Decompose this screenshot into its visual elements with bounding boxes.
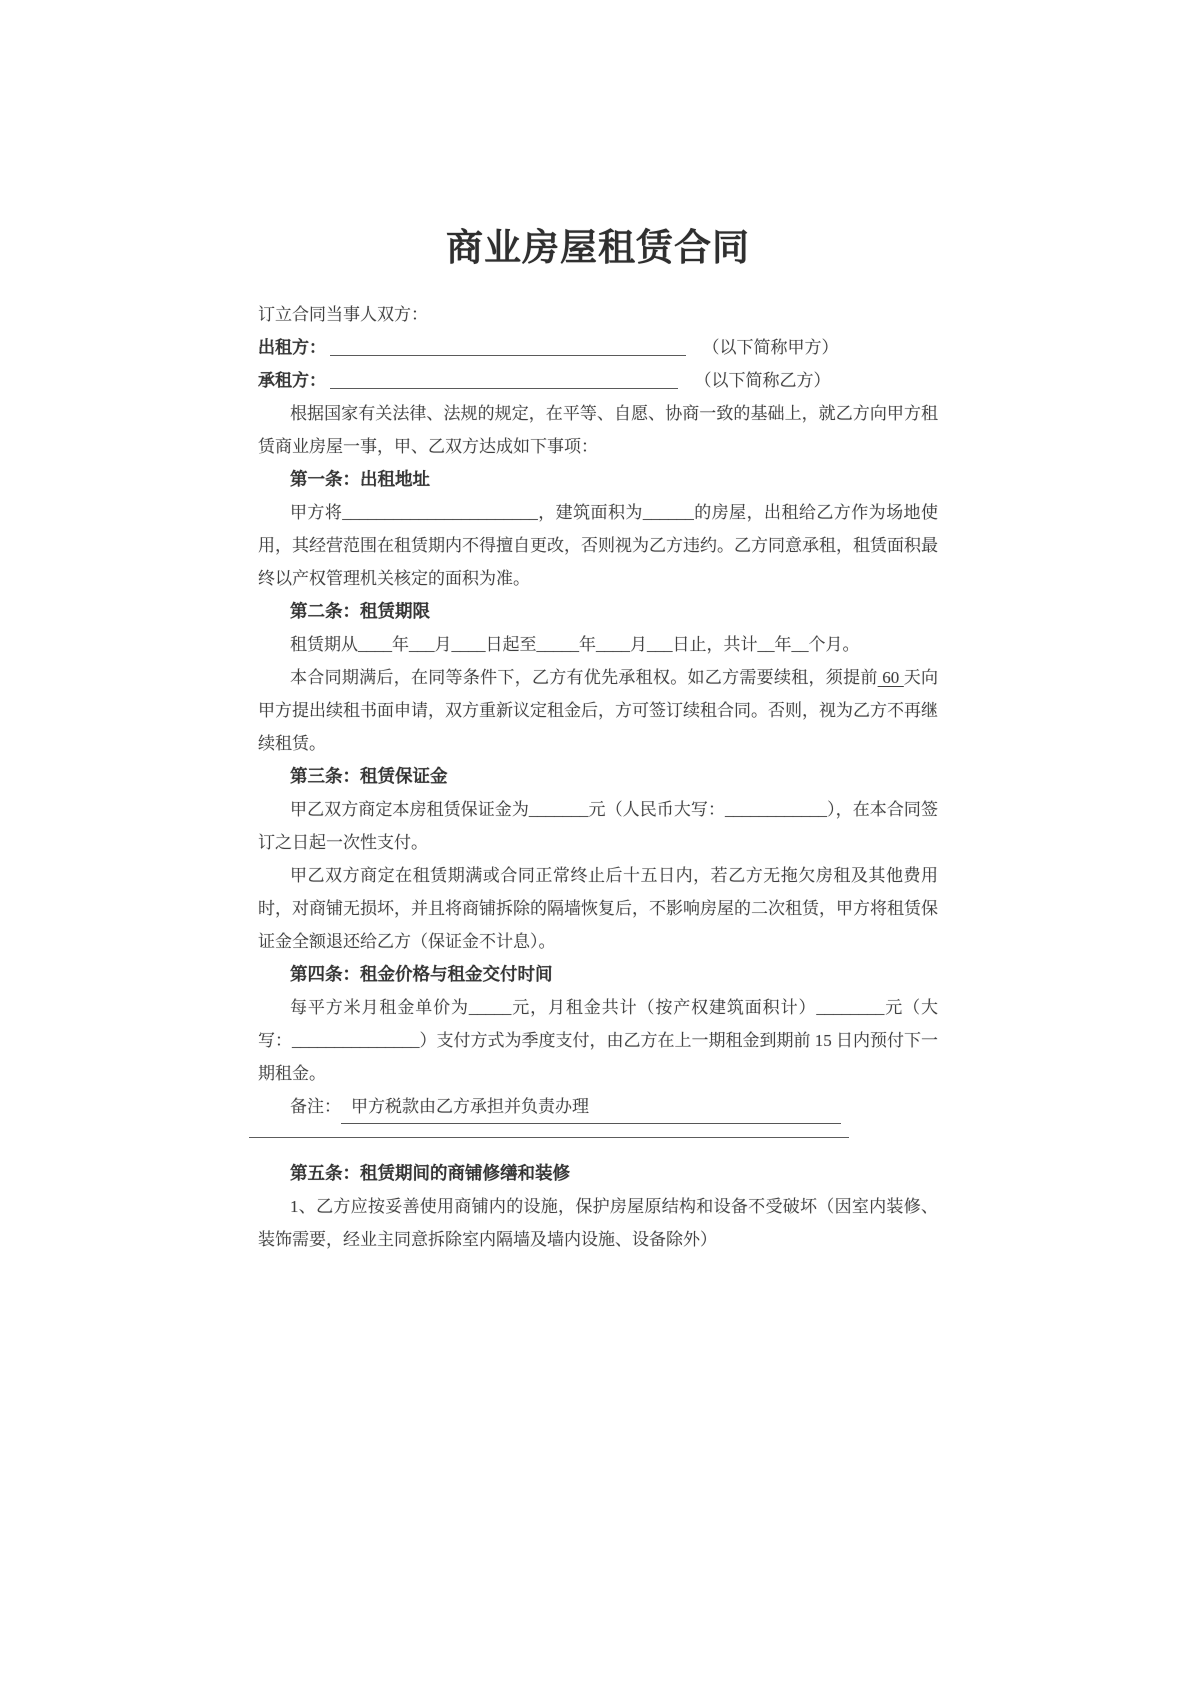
preamble-paragraph: 根据国家有关法律、法规的规定，在平等、自愿、协商一致的基础上，就乙方向甲方租赁商业房屋一事，甲、乙双方达成如下事项： [258, 404, 938, 456]
note-line [258, 1090, 938, 1124]
note-value: 甲方税款由乙方承担并负责办理 [351, 1097, 589, 1116]
article-4-heading: 第四条：租金价格与租金交付时间 [290, 964, 553, 984]
intro-line: 订立合同当事人双方： [258, 305, 428, 324]
article-5-paragraph: 1、乙方应按妥善使用商铺内的设施，保护房屋原结构和设备不受破坏（因室内装修、装饰需要，经业主同意拆除室内隔墙及墙内设施、设备除外） [258, 1197, 938, 1249]
note-label: 备注： [290, 1097, 341, 1116]
party-a-alias: （以下简称甲方） [702, 338, 839, 357]
article-1-heading: 第一条：出租地址 [290, 469, 430, 489]
article-4-paragraph-1: 每平方米月租金单价为_____元，月租金共计（按产权建筑面积计）________元（大写：_______________）支付方式为季度支付，由乙方在上一期租金到期前 15 日内预付下一期租金。 [258, 998, 938, 1083]
renewal-text-post: 天向甲方提出续租书面申请，双方重新议定租金后，方可签订续租合同。否则，视为乙方不再继续租赁。 [258, 668, 939, 753]
article-3-paragraph-1: 甲乙双方商定本房租赁保证金为_______元（人民币大写：____________），在本合同签订之日起一次性支付。 [258, 800, 938, 852]
blank-underline-separator [249, 1124, 849, 1138]
article-3-heading: 第三条：租赁保证金 [290, 766, 448, 786]
document-title: 商业房屋租赁合同 [446, 228, 750, 269]
party-a-blank-field [330, 355, 686, 356]
party-b-line [258, 364, 938, 397]
party-b-label: 承租方： [258, 371, 326, 390]
party-b-blank-field [330, 388, 678, 389]
article-2-paragraph-1: 租赁期从____年___月____日起至_____年____月___日止，共计__年__个月。 [290, 635, 860, 654]
note-field [341, 1090, 841, 1124]
party-a-line [258, 331, 938, 364]
article-2-heading: 第二条：租赁期限 [290, 601, 430, 621]
article-2-paragraph-2 [258, 661, 938, 760]
renewal-days-value: 60 [877, 668, 904, 687]
article-5-heading: 第五条：租赁期间的商铺修缮和装修 [290, 1163, 570, 1183]
article-1-paragraph: 甲方将_______________________，建筑面积为______的房屋，出租给乙方作为场地使用，其经营范围在租赁期内不得擅自更改，否则视为乙方违约。乙方同意承租，租赁面积最终以产权管理机关核定的面积为准。 [258, 503, 938, 588]
renewal-text-pre: 本合同期满后，在同等条件下，乙方有优先承租权。如乙方需要续租，须提前 [290, 668, 878, 687]
article-3-paragraph-2: 甲乙双方商定在租赁期满或合同正常终止后十五日内，若乙方无拖欠房租及其他费用时，对商铺无损坏，并且将商铺拆除的隔墙恢复后，不影响房屋的二次租赁，甲方将租赁保证金全额退还给乙方（保证金不计息）。 [258, 866, 938, 951]
party-a-label: 出租方： [258, 338, 326, 357]
party-b-alias: （以下简称乙方） [694, 371, 831, 390]
